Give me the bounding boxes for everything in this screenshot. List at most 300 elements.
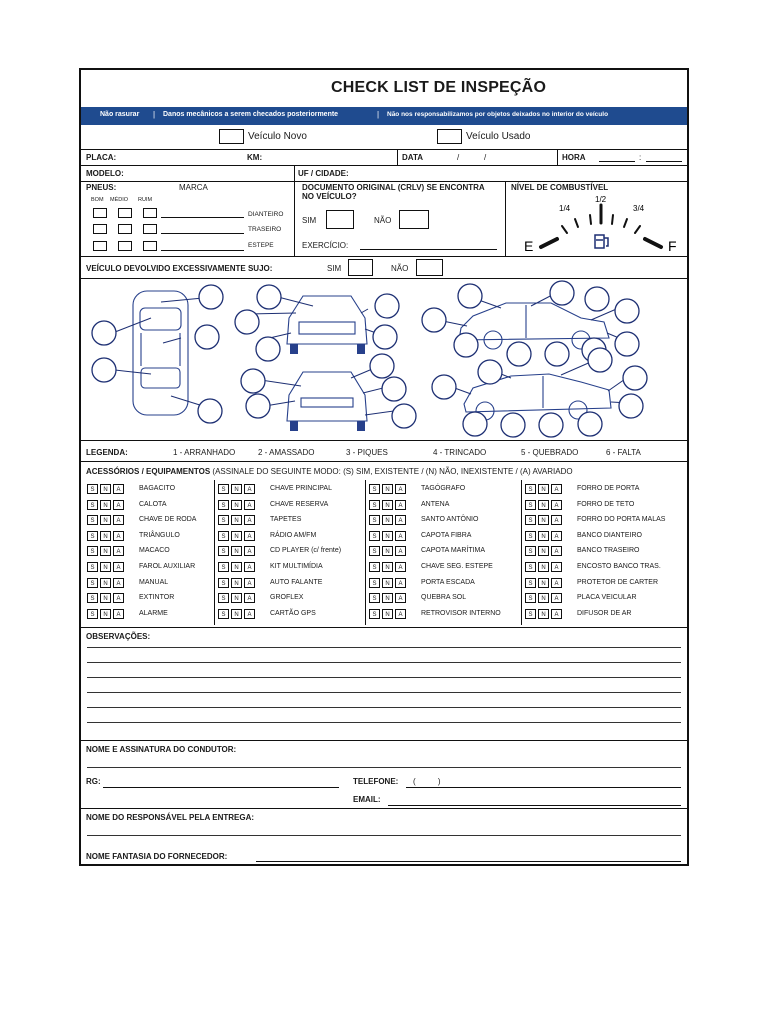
accessory-no-checkbox[interactable]: N [100, 593, 111, 603]
tire-row-label: DIANTEIRO [248, 211, 284, 218]
accessory-row [369, 546, 509, 558]
accessory-row [218, 578, 358, 590]
accessory-no-checkbox[interactable]: N [100, 609, 111, 619]
banner-separator: | [377, 110, 380, 119]
accessory-label: MACACO [139, 547, 170, 555]
accessory-no-checkbox[interactable]: N [100, 531, 111, 541]
accessory-row [87, 562, 227, 574]
accessory-row [525, 500, 665, 512]
accessory-damaged-checkbox[interactable]: A [551, 484, 562, 494]
supplier-label: NOME FANTASIA DO FORNECEDOR: [86, 852, 228, 861]
driver-name-label: NOME E ASSINATURA DO CONDUTOR: [86, 745, 237, 754]
accessory-no-checkbox[interactable]: N [382, 562, 393, 572]
document-question: DOCUMENTO ORIGINAL (CRLV) SE ENCONTRA NO VEÍCULO? [302, 183, 485, 201]
accessory-row [369, 515, 509, 527]
damage-callout-circle[interactable] [370, 354, 394, 378]
accessory-damaged-checkbox[interactable]: A [244, 500, 255, 510]
accessory-damaged-checkbox[interactable]: A [113, 500, 124, 510]
fuel-tick [635, 226, 640, 233]
accessory-row [87, 593, 227, 605]
accessory-yes-checkbox[interactable]: S [525, 578, 536, 588]
observation-line[interactable] [87, 722, 681, 723]
accessory-no-checkbox[interactable]: N [538, 593, 549, 603]
accessory-yes-checkbox[interactable]: S [87, 593, 98, 603]
accessory-yes-checkbox[interactable]: S [218, 609, 229, 619]
accessory-damaged-checkbox[interactable]: A [113, 593, 124, 603]
accessory-yes-checkbox[interactable]: S [525, 484, 536, 494]
damage-callout-circle[interactable] [550, 281, 574, 305]
accessory-yes-checkbox[interactable]: S [218, 531, 229, 541]
tire-good-checkbox[interactable] [93, 241, 107, 251]
rg-label: RG: [86, 777, 101, 786]
accessory-label: ENCOSTO BANCO TRAS. [577, 563, 661, 570]
legend-item: 4 - TRINCADO [433, 448, 487, 457]
accessory-row [525, 578, 665, 590]
damage-callout-circle[interactable] [615, 299, 639, 323]
accessory-label: CAPOTA MARÍTIMA [421, 547, 486, 555]
damage-callouts [92, 281, 647, 437]
accessory-no-checkbox[interactable]: N [382, 546, 393, 556]
damage-callout-circle[interactable] [545, 342, 569, 366]
damage-callout-circle[interactable] [623, 366, 647, 390]
accessory-row [218, 609, 358, 621]
accessory-damaged-checkbox[interactable]: A [395, 578, 406, 588]
accessory-yes-checkbox[interactable]: S [525, 500, 536, 510]
accessory-no-checkbox[interactable]: N [100, 546, 111, 556]
fuel-tick-empty [541, 239, 557, 247]
accessory-label: FAROL AUXILIAR [139, 563, 196, 570]
hour-input[interactable] [599, 161, 635, 162]
accessory-damaged-checkbox[interactable]: A [244, 578, 255, 588]
accessory-row [369, 578, 509, 590]
accessory-damaged-checkbox[interactable]: A [113, 609, 124, 619]
observation-line[interactable] [87, 647, 681, 648]
email-input[interactable] [388, 805, 681, 806]
damage-callout-circle[interactable] [195, 325, 219, 349]
date-separator: / [457, 153, 460, 162]
rating-bad: RUIM [138, 197, 153, 203]
accessory-yes-checkbox[interactable]: S [369, 546, 380, 556]
accessory-yes-checkbox[interactable]: S [87, 578, 98, 588]
tire-medium-checkbox[interactable] [118, 241, 132, 251]
phone-input[interactable] [406, 787, 681, 788]
accessory-yes-checkbox[interactable]: S [525, 562, 536, 572]
accessory-label: CALOTA [139, 500, 167, 508]
accessory-row [87, 500, 227, 512]
accessory-row [369, 593, 509, 605]
tire-row-label: ESTEPE [248, 242, 274, 249]
accessory-no-checkbox[interactable]: N [382, 593, 393, 603]
document-yes-checkbox[interactable] [326, 210, 354, 229]
accessory-yes-checkbox[interactable]: S [218, 515, 229, 525]
damage-callout-circle[interactable] [454, 333, 478, 357]
fuel-full-label: F [668, 238, 677, 254]
damage-callout-circle[interactable] [463, 412, 487, 436]
damage-callout-circle[interactable] [588, 348, 612, 372]
fuel-half-label: 1/2 [595, 195, 607, 204]
accessory-damaged-checkbox[interactable]: A [244, 515, 255, 525]
fuel-tick-full [645, 239, 661, 247]
banner-text-3: Não nos responsabilizamos por objetos deixados no interior do veículo [387, 111, 609, 118]
phone-area-code: ( ) [413, 777, 441, 786]
damage-callout-circle[interactable] [375, 294, 399, 318]
accessory-label: TAPETES [270, 516, 302, 524]
accessory-label: RÁDIO AM/FM [270, 531, 317, 539]
observation-line[interactable] [87, 677, 681, 678]
accessory-label: QUEBRA SOL [421, 594, 467, 602]
accessory-damaged-checkbox[interactable]: A [551, 531, 562, 541]
accessory-label: PORTA ESCADA [421, 578, 475, 586]
accessory-damaged-checkbox[interactable]: A [244, 609, 255, 619]
accessory-no-checkbox[interactable]: N [538, 609, 549, 619]
accessory-damaged-checkbox[interactable]: A [244, 546, 255, 556]
observation-line[interactable] [87, 692, 681, 693]
accessory-row [369, 531, 509, 543]
damage-callout-circle[interactable] [257, 285, 281, 309]
legend-item: 2 - AMASSADO [258, 448, 315, 457]
damage-callout-circle[interactable] [382, 377, 406, 401]
date-label: DATA [402, 153, 424, 162]
tire-medium-checkbox[interactable] [118, 208, 132, 218]
damage-callout-circle[interactable] [392, 404, 416, 428]
accessory-label: EXTINTOR [139, 594, 175, 602]
observation-line[interactable] [87, 707, 681, 708]
accessory-label: CHAVE SEG. ESTEPE [421, 563, 493, 570]
car-top-view [133, 291, 188, 415]
fuel-pump-icon [595, 235, 608, 248]
accessory-label: BANCO DIANTEIRO [577, 531, 642, 539]
accessory-no-checkbox[interactable]: N [231, 484, 242, 494]
accessory-row [87, 546, 227, 558]
accessory-no-checkbox[interactable]: N [100, 515, 111, 525]
legend-item: 3 - PIQUES [346, 448, 388, 457]
damage-callout-circle[interactable] [235, 310, 259, 334]
accessory-label: TRIÂNGULO [139, 531, 180, 539]
tire-bad-checkbox[interactable] [143, 208, 157, 218]
accessory-yes-checkbox[interactable]: S [87, 515, 98, 525]
accessory-label: CHAVE PRINCIPAL [270, 485, 332, 492]
accessory-no-checkbox[interactable]: N [538, 484, 549, 494]
damage-callout-circle[interactable] [199, 285, 223, 309]
accessory-no-checkbox[interactable]: N [538, 500, 549, 510]
damage-callout-circle[interactable] [92, 358, 116, 382]
accessory-yes-checkbox[interactable]: S [369, 609, 380, 619]
accessory-row [87, 531, 227, 543]
accessory-label: CD PLAYER (c/ frente) [270, 547, 342, 555]
accessory-label: AUTO FALANTE [270, 578, 323, 586]
damage-callout-circle[interactable] [92, 321, 116, 345]
time-separator: : [639, 153, 642, 162]
accessory-no-checkbox[interactable]: N [100, 484, 111, 494]
damage-callout-circle[interactable] [615, 332, 639, 356]
accessory-no-checkbox[interactable]: N [100, 500, 111, 510]
form-title: CHECK LIST DE INSPEÇÃO [331, 79, 547, 96]
accessory-no-checkbox[interactable]: N [382, 531, 393, 541]
accessory-damaged-checkbox[interactable]: A [551, 546, 562, 556]
damage-callout-circle[interactable] [585, 287, 609, 311]
accessory-row [218, 562, 358, 574]
damage-callout-circle[interactable] [422, 308, 446, 332]
damage-diagram [81, 278, 687, 438]
accessory-label: KIT MULTIMÍDIA [270, 563, 323, 570]
accessory-damaged-checkbox[interactable]: A [551, 593, 562, 603]
fuel-tick [624, 219, 627, 227]
accessory-no-checkbox[interactable]: N [231, 500, 242, 510]
accessory-no-checkbox[interactable]: N [382, 484, 393, 494]
accessory-damaged-checkbox[interactable]: A [113, 578, 124, 588]
accessory-yes-checkbox[interactable]: S [525, 546, 536, 556]
legend-title: LEGENDA: [86, 448, 128, 457]
accessory-yes-checkbox[interactable]: S [87, 562, 98, 572]
document-year-label: EXERCÍCIO: [302, 241, 349, 250]
accessory-label: PROTETOR DE CARTER [577, 578, 659, 586]
car-front-view [287, 296, 367, 354]
accessory-damaged-checkbox[interactable]: A [395, 500, 406, 510]
new-vehicle-checkbox[interactable] [219, 129, 244, 144]
fuel-tick [612, 215, 613, 224]
accessory-yes-checkbox[interactable]: S [87, 546, 98, 556]
accessory-damaged-checkbox[interactable]: A [113, 531, 124, 541]
used-vehicle-checkbox[interactable] [437, 129, 462, 144]
accessory-no-checkbox[interactable]: N [231, 609, 242, 619]
accessory-no-checkbox[interactable]: N [231, 515, 242, 525]
damage-callout-circle[interactable] [373, 325, 397, 349]
rg-input[interactable] [103, 787, 339, 788]
accessory-row [525, 515, 665, 527]
city-label: UF / CIDADE: [298, 169, 349, 178]
accessory-no-checkbox[interactable]: N [538, 546, 549, 556]
accessory-no-checkbox[interactable]: N [538, 562, 549, 572]
accessory-no-checkbox[interactable]: N [100, 562, 111, 572]
accessory-damaged-checkbox[interactable]: A [551, 609, 562, 619]
document-year-input[interactable] [360, 249, 497, 250]
accessory-label: DIFUSOR DE AR [577, 609, 632, 617]
accessory-yes-checkbox[interactable]: S [218, 546, 229, 556]
tire-medium-checkbox[interactable] [118, 224, 132, 234]
damage-callout-circle[interactable] [578, 412, 602, 436]
document-no-label: NÃO [374, 216, 392, 225]
tire-brand-input[interactable] [161, 250, 244, 251]
accessory-no-checkbox[interactable]: N [538, 578, 549, 588]
accessory-yes-checkbox[interactable]: S [218, 593, 229, 603]
damage-callout-circle[interactable] [501, 413, 525, 437]
legend-item: 6 - FALTA [606, 448, 641, 457]
banner-text-2: Danos mecânicos a serem checados posteriormente [163, 111, 339, 118]
banner-separator: | [153, 110, 156, 119]
accessory-no-checkbox[interactable]: N [231, 578, 242, 588]
accessory-no-checkbox[interactable]: N [538, 531, 549, 541]
km-label: KM: [247, 153, 263, 162]
dirty-yes-label: SIM [327, 264, 342, 273]
accessory-damaged-checkbox[interactable]: A [244, 484, 255, 494]
fuel-tick [590, 215, 591, 224]
accessory-yes-checkbox[interactable]: S [369, 515, 380, 525]
accessory-no-checkbox[interactable]: N [382, 609, 393, 619]
accessory-yes-checkbox[interactable]: S [369, 484, 380, 494]
accessories-header [86, 467, 573, 476]
document-no-checkbox[interactable] [399, 210, 429, 229]
tire-brand-input[interactable] [161, 217, 244, 218]
legend-item: 5 - QUEBRADO [521, 448, 579, 457]
accessory-no-checkbox[interactable]: N [231, 562, 242, 572]
dirty-no-checkbox[interactable] [416, 259, 443, 276]
plate-label: PLACA: [86, 153, 117, 162]
accessory-yes-checkbox[interactable]: S [369, 531, 380, 541]
accessory-damaged-checkbox[interactable]: A [395, 531, 406, 541]
accessories-title: ACESSÓRIOS / EQUIPAMENTOS [86, 467, 211, 476]
accessory-damaged-checkbox[interactable]: A [395, 609, 406, 619]
accessory-yes-checkbox[interactable]: S [525, 515, 536, 525]
accessory-no-checkbox[interactable]: N [382, 578, 393, 588]
damage-callout-circle[interactable] [198, 399, 222, 423]
accessory-yes-checkbox[interactable]: S [87, 484, 98, 494]
accessory-label: BANCO TRASEIRO [577, 547, 640, 555]
accessory-row [87, 609, 227, 621]
dirty-no-label: NÃO [391, 264, 409, 273]
new-vehicle-label: Veículo Novo [248, 131, 307, 142]
accessory-damaged-checkbox[interactable]: A [244, 531, 255, 541]
accessory-yes-checkbox[interactable]: S [218, 484, 229, 494]
accessory-damaged-checkbox[interactable]: A [113, 546, 124, 556]
dirty-label: VEÍCULO DEVOLVIDO EXCESSIVAMENTE SUJO: [86, 264, 273, 273]
accessory-yes-checkbox[interactable]: S [525, 593, 536, 603]
accessory-yes-checkbox[interactable]: S [369, 562, 380, 572]
tire-row-label: TRASEIRO [248, 226, 282, 233]
accessory-label: FORRO DE TETO [577, 500, 635, 508]
accessory-label: RETROVISOR INTERNO [421, 609, 501, 617]
damage-callout-circle[interactable] [256, 337, 280, 361]
accessory-label: CAPOTA FIBRA [421, 531, 472, 539]
car-rear-view [287, 372, 367, 431]
accessory-label: GROFLEX [270, 594, 304, 602]
accessory-label: ALARME [139, 609, 168, 617]
damage-callout-circle[interactable] [478, 360, 502, 384]
accessory-row [525, 546, 665, 558]
fuel-gauge [521, 193, 691, 255]
accessory-no-checkbox[interactable]: N [382, 500, 393, 510]
accessory-row [218, 593, 358, 605]
accessory-row [369, 609, 509, 621]
damage-callout-circle[interactable] [539, 413, 563, 437]
accessory-label: PLACA VEICULAR [577, 594, 637, 602]
accessory-damaged-checkbox[interactable]: A [551, 500, 562, 510]
accessory-damaged-checkbox[interactable]: A [395, 593, 406, 603]
accessory-damaged-checkbox[interactable]: A [244, 593, 255, 603]
accessory-damaged-checkbox[interactable]: A [395, 546, 406, 556]
accessory-row [87, 484, 227, 496]
tires-title: PNEUS: [86, 183, 117, 192]
accessory-yes-checkbox[interactable]: S [218, 500, 229, 510]
accessory-damaged-checkbox[interactable]: A [244, 562, 255, 572]
accessory-row [87, 515, 227, 527]
accessory-damaged-checkbox[interactable]: A [551, 562, 562, 572]
accessory-label: BAGACITO [139, 485, 176, 492]
fuel-three-quarter-label: 3/4 [633, 204, 645, 213]
accessory-label: CHAVE RESERVA [270, 500, 329, 508]
accessory-row [218, 546, 358, 558]
fuel-tick [575, 219, 578, 227]
accessory-no-checkbox[interactable]: N [231, 531, 242, 541]
tire-bad-checkbox[interactable] [143, 224, 157, 234]
accessory-damaged-checkbox[interactable]: A [113, 562, 124, 572]
accessory-damaged-checkbox[interactable]: A [551, 515, 562, 525]
delivery-label: NOME DO RESPONSÁVEL PELA ENTREGA: [86, 813, 255, 822]
accessory-label: MANUAL [139, 578, 169, 586]
accessory-no-checkbox[interactable]: N [538, 515, 549, 525]
accessory-no-checkbox[interactable]: N [382, 515, 393, 525]
damage-callout-circle[interactable] [507, 342, 531, 366]
accessory-row [525, 484, 665, 496]
accessory-row [87, 578, 227, 590]
accessory-yes-checkbox[interactable]: S [525, 609, 536, 619]
accessory-row [218, 484, 358, 496]
accessory-label: FORRO DO PORTA MALAS [577, 516, 666, 524]
accessory-yes-checkbox[interactable]: S [218, 562, 229, 572]
accessory-yes-checkbox[interactable]: S [87, 500, 98, 510]
accessory-no-checkbox[interactable]: N [100, 578, 111, 588]
fuel-title: NÍVEL DE COMBUSTÍVEL [511, 183, 609, 192]
accessory-row [525, 593, 665, 605]
accessory-yes-checkbox[interactable]: S [218, 578, 229, 588]
damage-callout-circle[interactable] [619, 394, 643, 418]
damage-callout-circle[interactable] [432, 375, 456, 399]
accessory-damaged-checkbox[interactable]: A [395, 484, 406, 494]
driver-name-input[interactable] [87, 767, 681, 768]
supplier-input[interactable] [256, 861, 681, 862]
accessory-yes-checkbox[interactable]: S [369, 578, 380, 588]
damage-callout-circle[interactable] [246, 394, 270, 418]
accessory-damaged-checkbox[interactable]: A [113, 484, 124, 494]
accessory-label: ANTENA [421, 500, 450, 508]
accessory-yes-checkbox[interactable]: S [369, 593, 380, 603]
accessory-yes-checkbox[interactable]: S [87, 609, 98, 619]
fuel-quarter-label: 1/4 [559, 204, 571, 213]
date-separator: / [484, 153, 487, 162]
observations-label: OBSERVAÇÕES: [86, 632, 151, 641]
legend-item: 1 - ARRANHADO [173, 448, 236, 457]
tire-good-checkbox[interactable] [93, 208, 107, 218]
dirty-yes-checkbox[interactable] [348, 259, 373, 276]
accessory-damaged-checkbox[interactable]: A [395, 562, 406, 572]
damage-callout-circle[interactable] [458, 284, 482, 308]
observation-line[interactable] [87, 662, 681, 663]
instruction-banner [81, 107, 687, 125]
inspection-form [79, 68, 689, 866]
delivery-input[interactable] [87, 835, 681, 836]
accessory-row [525, 609, 665, 621]
tire-bad-checkbox[interactable] [143, 241, 157, 251]
accessory-yes-checkbox[interactable]: S [369, 500, 380, 510]
tire-good-checkbox[interactable] [93, 224, 107, 234]
minute-input[interactable] [646, 161, 682, 162]
accessory-damaged-checkbox[interactable]: A [113, 515, 124, 525]
accessory-damaged-checkbox[interactable]: A [395, 515, 406, 525]
tire-brand-input[interactable] [161, 233, 244, 234]
rating-medium: MÉDIO [110, 197, 129, 203]
damage-callout-circle[interactable] [241, 369, 265, 393]
accessory-row [218, 531, 358, 543]
accessory-yes-checkbox[interactable]: S [525, 531, 536, 541]
time-label: HORA [562, 153, 586, 162]
accessory-yes-checkbox[interactable]: S [87, 531, 98, 541]
accessory-label: CARTÃO GPS [270, 609, 316, 617]
model-label: MODELO: [86, 169, 124, 178]
accessory-row [369, 562, 509, 574]
accessory-no-checkbox[interactable]: N [231, 593, 242, 603]
email-label: EMAIL: [353, 795, 381, 804]
accessory-damaged-checkbox[interactable]: A [551, 578, 562, 588]
accessory-no-checkbox[interactable]: N [231, 546, 242, 556]
